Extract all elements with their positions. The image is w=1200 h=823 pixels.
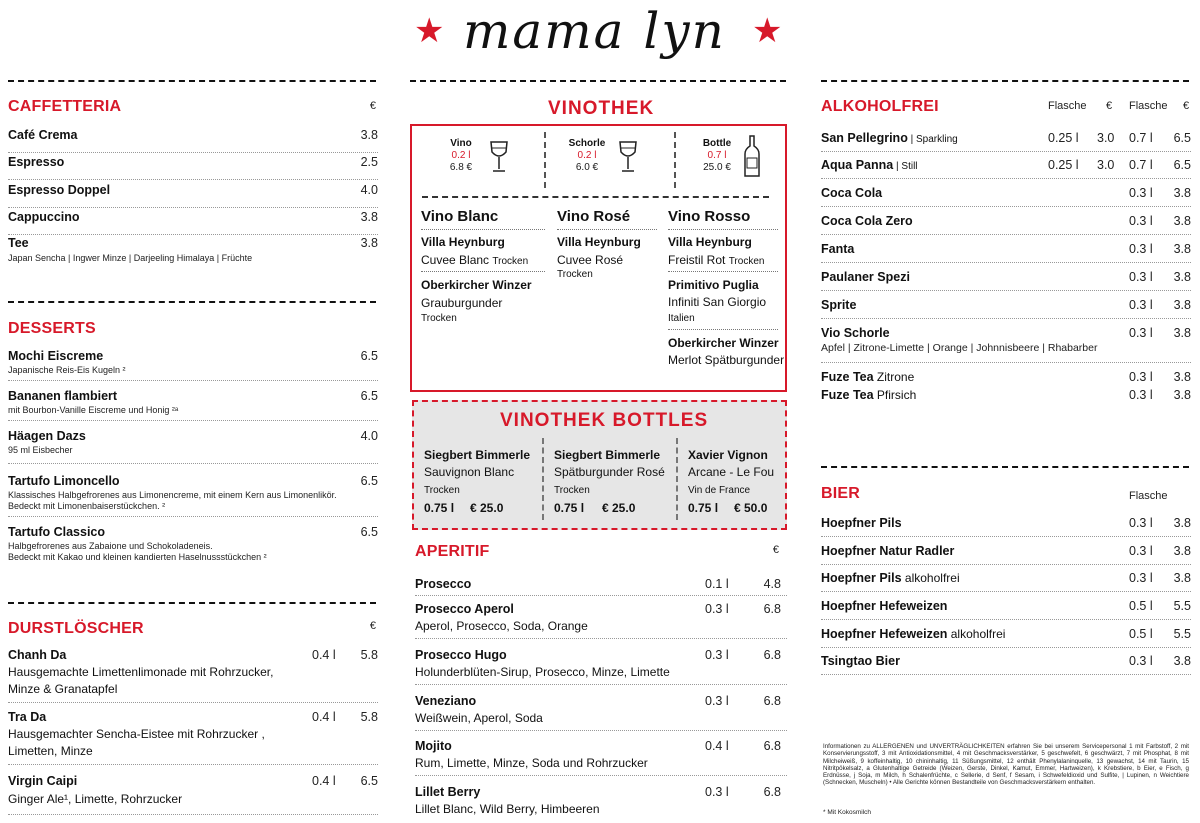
item-price: 3.8: [1173, 654, 1191, 668]
item-variant: | Sparkling: [907, 134, 958, 145]
item-name: Prosecco: [415, 577, 472, 591]
item-size: 0.3 l: [1129, 298, 1153, 312]
menu-item: [821, 242, 1191, 263]
menu-item: [821, 516, 1191, 537]
item-name: Tee: [8, 236, 29, 250]
item-size: 0.3 l: [705, 648, 729, 662]
bottle-price: € 50.0: [734, 501, 768, 515]
vino-rose-title: Vino Rosé: [557, 208, 631, 225]
item-size: 0.3 l: [1129, 654, 1153, 668]
item-price: 3.8: [1173, 214, 1191, 228]
menu-item: [415, 785, 787, 821]
menu-item: [415, 577, 787, 596]
item-size: 0.3 l: [1129, 186, 1153, 200]
menu-item: [8, 236, 378, 270]
menu-item: [8, 710, 378, 765]
wine-bottle-icon: [742, 134, 762, 178]
column-header-flasche: Flasche: [1129, 490, 1168, 502]
divider: [668, 329, 778, 330]
item-description: Rum, Limette, Minze, Soda und Rohrzucker: [415, 756, 648, 770]
menu-item: [821, 186, 1191, 207]
wine-glass-icon: [617, 140, 639, 174]
bottle-size: 0.75 l: [424, 501, 455, 515]
item-description: Limetten, Minze: [8, 744, 93, 758]
item-price: 3.8: [360, 210, 378, 224]
bottle-size: 0.75 l: [554, 501, 585, 515]
bottle-size: 0.75 l: [688, 501, 719, 515]
menu-item: [415, 602, 787, 639]
item-size: 0.7 l: [1129, 131, 1153, 145]
menu-item: [8, 774, 378, 815]
star-icon-right: ★: [752, 12, 783, 50]
menu-item: [821, 131, 1191, 152]
wine-description: [668, 253, 764, 267]
menu-item: [821, 270, 1191, 291]
menu-item: [8, 210, 378, 235]
menu-item: [8, 648, 378, 703]
item-description: Aperol, Prosecco, Soda, Orange: [415, 619, 588, 633]
item-name: [821, 388, 916, 402]
divider: [557, 229, 657, 230]
item-price: 3.8: [1173, 326, 1191, 340]
column-header-flasche: Flasche: [1129, 100, 1168, 112]
item-description: Lillet Blanc, Wild Berry, Himbeeren: [415, 802, 600, 816]
currency-header: €: [369, 620, 376, 632]
divider: [542, 438, 544, 520]
item-price: 3.8: [1173, 571, 1191, 585]
wine-name: Oberkircher Winzer: [668, 336, 779, 350]
item-subtitle: Japan Sencha | Ingwer Minze | Darjeeling Himalaya | Früchte: [8, 253, 253, 263]
item-variant: alkoholfrei: [947, 627, 1006, 641]
item-size: 0.4 l: [312, 774, 336, 788]
vinothek-title: VINOTHEK: [548, 98, 655, 119]
item-price: 3.8: [360, 128, 378, 142]
item-name: [821, 158, 918, 172]
item-size: 0.4 l: [705, 739, 729, 753]
wine-description: [421, 253, 528, 267]
item-price: 5.8: [360, 648, 378, 662]
item-name: Espresso Doppel: [8, 183, 111, 197]
item-price: 3.8: [1173, 388, 1191, 402]
item-size: 0.3 l: [1129, 242, 1153, 256]
item-subtitle: 95 ml Eisbecher: [8, 445, 73, 455]
item-price: 6.5: [360, 525, 378, 539]
wine-note: Trocken: [492, 256, 529, 267]
menu-item: [821, 654, 1191, 675]
item-name: [821, 370, 914, 384]
item-price: 6.5: [360, 349, 378, 363]
menu-item: [8, 183, 378, 208]
vinothek-box: [410, 124, 787, 392]
item-name: Paulaner Spezi: [821, 270, 910, 284]
menu-item: [821, 326, 1191, 363]
menu-item: [821, 571, 1191, 592]
allergy-note: * Mit Kokosmilch: [823, 809, 872, 816]
menu-item: [821, 214, 1191, 235]
item-variant: | Still: [893, 161, 918, 172]
item-name: Vio Schorle: [821, 326, 890, 340]
divider: [821, 80, 1189, 82]
restaurant-logo: mama lyn: [463, 2, 726, 60]
item-size: 0.25 l: [1048, 158, 1079, 172]
right-column: [821, 80, 1191, 820]
vino-blanc-title: Vino Blanc: [421, 208, 499, 225]
item-name: Cappuccino: [8, 210, 80, 224]
wine-note: Trocken: [421, 313, 457, 324]
item-subtitle: mit Bourbon-Vanille Eiscreme und Honig ²ᵃ: [8, 405, 179, 415]
item-name: Virgin Caipi: [8, 774, 78, 788]
item-subtitle: Apfel | Zitrone-Limette | Orange | Johnnisbeere | Rhabarber: [821, 342, 1098, 354]
divider: [821, 466, 1189, 468]
item-name: Mochi Eiscreme: [8, 349, 104, 363]
glass-vino: [438, 138, 484, 174]
item-price: 6.8: [763, 694, 781, 708]
divider: [544, 132, 546, 188]
durstloescher-title: DURSTLÖSCHER: [8, 620, 144, 637]
glass-price: 25.0 €: [703, 162, 731, 173]
middle-column: [410, 80, 787, 820]
item-size: 0.3 l: [1129, 388, 1153, 402]
vinothek-bottles-title: VINOTHEK BOTTLES: [500, 410, 709, 431]
item-price: 3.8: [1173, 298, 1191, 312]
item-price: 3.8: [1173, 544, 1191, 558]
alkoholfrei-title: ALKOHOLFREI: [821, 98, 939, 115]
divider: [674, 132, 676, 188]
item-size: 0.3 l: [1129, 370, 1153, 384]
item-size: 0.3 l: [1129, 544, 1153, 558]
glass-label: Vino: [450, 138, 472, 149]
item-price: 6.5: [360, 774, 378, 788]
menu-item: [821, 370, 1191, 388]
wine-description: Grauburgunder: [421, 296, 503, 310]
item-name-text: Aqua Panna: [821, 158, 894, 172]
glass-price: 6.0 €: [575, 162, 599, 173]
item-name: Tsingtao Bier: [821, 654, 900, 668]
divider: [668, 271, 778, 272]
menu-item: [8, 389, 378, 421]
vino-rosso-title: Vino Rosso: [668, 208, 751, 225]
menu-item: [415, 739, 787, 776]
bier-title: BIER: [821, 485, 861, 502]
menu-item: [415, 694, 787, 731]
item-name-text: Fuze Tea: [821, 388, 874, 402]
wine-note: Trocken: [728, 256, 765, 267]
currency-header: €: [1106, 100, 1113, 112]
divider: [8, 80, 376, 82]
item-name: Coca Cola Zero: [821, 214, 913, 228]
item-description: Ginger Ale¹, Limette, Rohrzucker: [8, 792, 183, 806]
wine-name: Oberkircher Winzer: [421, 278, 532, 292]
bottle-price: € 25.0: [470, 501, 504, 515]
wine-variety: Cuvee Blanc: [421, 253, 490, 267]
item-description: Hausgemachter Sencha-Eistee mit Rohrzucker ,: [8, 727, 265, 741]
item-price: 3.8: [1173, 516, 1191, 530]
menu-item: [8, 474, 378, 517]
currency-header: €: [1183, 100, 1190, 112]
desserts-title: DESSERTS: [8, 320, 96, 337]
item-price: 6.8: [763, 739, 781, 753]
bottle-description: Arcane - Le Fou: [688, 465, 775, 479]
bottle-note: Trocken: [554, 485, 590, 496]
item-name: Bananen flambiert: [8, 389, 118, 403]
item-name: Café Crema: [8, 128, 78, 142]
item-name: [821, 627, 1005, 641]
star-icon-left: ★: [414, 12, 445, 50]
divider: [421, 229, 545, 230]
item-name: [821, 571, 960, 585]
item-size: 0.3 l: [1129, 326, 1153, 340]
item-name: Prosecco Hugo: [415, 648, 507, 662]
item-description: Holunderblüten-Sirup, Prosecco, Minze, Limette: [415, 665, 670, 679]
item-price: 5.5: [1173, 627, 1191, 641]
item-size: 0.1 l: [705, 577, 729, 591]
item-size: 0.7 l: [1129, 158, 1153, 172]
bottle-name: Siegbert Bimmerle: [424, 448, 531, 462]
currency-header: €: [369, 100, 376, 112]
item-name: Tra Da: [8, 710, 47, 724]
item-size: 0.25 l: [1048, 131, 1079, 145]
item-name-text: Hoepfner Hefeweizen: [821, 627, 948, 641]
item-price: 5.8: [360, 710, 378, 724]
item-variant: alkoholfrei: [901, 571, 960, 585]
wine-glass-icon: [488, 140, 510, 174]
item-size: 0.3 l: [705, 785, 729, 799]
menu-item: [8, 128, 378, 153]
item-size: 0.3 l: [705, 694, 729, 708]
item-price: 6.5: [360, 389, 378, 403]
glass-schorle: [564, 138, 610, 174]
menu-item: [821, 599, 1191, 620]
bottle-price: € 25.0: [602, 501, 636, 515]
item-description: Minze & Granatapfel: [8, 682, 118, 696]
item-subtitle: Japanische Reis-Eis Kugeln ²: [8, 365, 126, 375]
item-price: 4.0: [360, 183, 378, 197]
wine-variety: Freistil Rot: [668, 253, 726, 267]
bottle-description: Sauvignon Blanc: [424, 465, 515, 479]
item-size: 0.3 l: [705, 602, 729, 616]
item-variant: Pfirsich: [873, 388, 917, 402]
item-name-text: Fuze Tea: [821, 370, 874, 384]
item-price: 6.5: [1173, 158, 1191, 172]
wine-description: Merlot Spätburgunder: [668, 353, 785, 367]
item-name: Sprite: [821, 298, 857, 312]
bottle-note: Trocken: [424, 485, 460, 496]
item-name: Häagen Dazs: [8, 429, 86, 443]
wine-name: Villa Heynburg: [557, 235, 641, 249]
item-price: 2.5: [360, 155, 378, 169]
menu-item: [8, 349, 378, 381]
item-name-text: Hoepfner Pils: [821, 571, 902, 585]
item-size: 0.3 l: [1129, 516, 1153, 530]
item-subtitle: Klassisches Halbgefrorenes aus Limonencreme, mit einem Kern aus Limonenlikör.: [8, 490, 337, 500]
divider: [8, 301, 376, 303]
item-price: 6.8: [763, 602, 781, 616]
item-price: 4.0: [360, 429, 378, 443]
wine-description: Cuvee Rosé: [557, 253, 624, 267]
wine-description: Infiniti San Giorgio: [668, 295, 767, 309]
menu-item: [415, 648, 787, 685]
item-size: 0.3 l: [1129, 571, 1153, 585]
menu-item: [821, 627, 1191, 648]
item-price: 4.8: [763, 577, 781, 591]
item-subtitle: Bedeckt mit Limonenbaiserstückchen. ²: [8, 501, 166, 511]
allergy-info: Informationen zu ALLERGENEN und UNVERTRÄGLICHKEITEN erfahren Sie bei unserem Servicepersonal 1 mit Farbstoff, 2 mit Konservierungsstoff, 3 mit Antioxidationsmittel, 4 mit Geschmacksverstärker, 5 geschwefelt, 6 geschwärzt, 7 mit Phosphat, 8 mit Milcheiweiß, 9 koffeinhaltig, 10 chininhaltig, 11 Süßungsmittel, 12 enthält Phenylalaninquelle, 13 gewachst, 14 mit Taurin, 15 Nitritpökelsalz, a Glutenhaltige Getreide (Weizen, Gerste, Dinkel, Kamut, Emmer, Hartweizen), k Krebstiere, b Eier, e Fisch, g Erdnüsse, j Soja, m Milch, h Schalenfrüchte, c Sellerie, d Senf, f Sesam, i Schwefeldioxid und Sulfite, | Lupinen, n Weichtiere (Schnecken, Muscheln) • Alle Gerichte können Bestandteile von Geschmacksverstärkern enthalten.: [823, 743, 1189, 787]
currency-header: €: [772, 544, 779, 556]
divider: [421, 271, 545, 272]
item-name: Veneziano: [415, 694, 477, 708]
glass-size: 0.7 l: [707, 150, 727, 161]
item-size: 0.3 l: [1129, 270, 1153, 284]
item-name: Mojito: [415, 739, 452, 753]
bottle-description: Spätburgunder Rosé: [554, 465, 665, 479]
glass-size: 0.2 l: [451, 150, 471, 161]
item-size: 0.3 l: [1129, 214, 1153, 228]
item-name: Chanh Da: [8, 648, 67, 662]
item-price: 3.8: [1173, 186, 1191, 200]
menu-item: [821, 158, 1191, 179]
item-name: Hoepfner Natur Radler: [821, 544, 955, 558]
item-name: [821, 131, 958, 145]
aperitif-title: APERITIF: [415, 543, 490, 560]
glass-price: 6.8 €: [449, 162, 473, 173]
item-size: 0.5 l: [1129, 599, 1153, 613]
item-price: 3.8: [1173, 370, 1191, 384]
item-price: 3.8: [1173, 270, 1191, 284]
item-price: 6.8: [763, 648, 781, 662]
item-name: Espresso: [8, 155, 65, 169]
wine-name: Primitivo Puglia: [668, 278, 759, 292]
item-description: Weißwein, Aperol, Soda: [415, 711, 543, 725]
divider: [668, 229, 778, 230]
menu-item: [821, 298, 1191, 319]
item-name: Tartufo Limoncello: [8, 474, 120, 488]
divider: [410, 80, 786, 82]
item-name: Coca Cola: [821, 186, 883, 200]
item-size: 0.5 l: [1129, 627, 1153, 641]
menu-item: [821, 544, 1191, 565]
item-variant: Zitrone: [873, 370, 915, 384]
item-name: Hoepfner Pils: [821, 516, 902, 530]
wine-note: Italien: [668, 313, 695, 324]
item-description: Hausgemachte Limettenlimonade mit Rohrzucker,: [8, 665, 274, 679]
item-name: Tartufo Classico: [8, 525, 106, 539]
left-column: [8, 80, 378, 820]
glass-bottle: [694, 138, 740, 174]
item-price: 6.8: [763, 785, 781, 799]
item-price: 3.8: [360, 236, 378, 250]
divider: [422, 196, 769, 198]
item-subtitle: Bedeckt mit Kakao und kleinen kandierten Haselnussstückchen ²: [8, 552, 267, 562]
item-size: 0.4 l: [312, 710, 336, 724]
menu-item: [8, 429, 378, 464]
item-price: 3.8: [1173, 242, 1191, 256]
wine-note: Trocken: [557, 269, 593, 280]
item-name: Hoepfner Hefeweizen: [821, 599, 948, 613]
item-size: 0.4 l: [312, 648, 336, 662]
item-price: 3.0: [1097, 158, 1115, 172]
menu-item: [8, 525, 378, 567]
bottle-name: Siegbert Bimmerle: [554, 448, 661, 462]
item-name: Fanta: [821, 242, 855, 256]
item-price: 6.5: [360, 474, 378, 488]
menu-item: [821, 388, 1191, 406]
divider: [676, 438, 678, 520]
bottle-note: Vin de France: [688, 485, 751, 496]
glass-label: Bottle: [702, 138, 732, 149]
item-name: Prosecco Aperol: [415, 602, 514, 616]
item-name-text: San Pellegrino: [821, 131, 908, 145]
wine-name: Villa Heynburg: [421, 235, 505, 249]
item-name: Lillet Berry: [415, 785, 481, 799]
glass-label: Schorle: [568, 138, 606, 149]
divider: [8, 602, 376, 604]
item-subtitle: Halbgefrorenes aus Zabaione und Schokoladeneis.: [8, 541, 213, 551]
wine-name: Villa Heynburg: [668, 235, 752, 249]
menu-item: [8, 155, 378, 180]
vinothek-bottles-box: [412, 400, 787, 530]
caffetteria-title: CAFFETTERIA: [8, 98, 122, 115]
item-price: 3.0: [1097, 131, 1115, 145]
glass-size: 0.2 l: [577, 150, 597, 161]
item-price: 6.5: [1173, 131, 1191, 145]
column-header-flasche: Flasche: [1048, 100, 1087, 112]
item-price: 5.5: [1173, 599, 1191, 613]
bottle-name: Xavier Vignon: [688, 448, 768, 462]
